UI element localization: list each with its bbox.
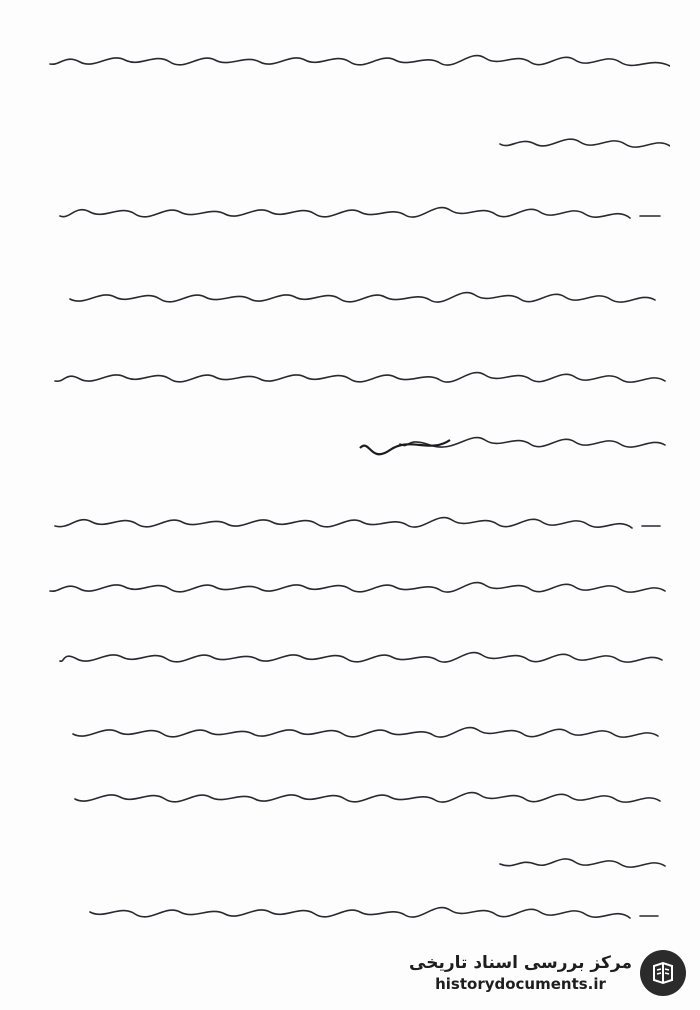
handwritten-line	[30, 850, 670, 880]
watermark-title: مرکز بررسی اسناد تاریخی	[409, 953, 632, 973]
handwritten-line	[30, 510, 670, 540]
archive-watermark	[409, 950, 686, 996]
handwritten-manuscript	[30, 30, 670, 930]
handwritten-line	[30, 285, 670, 315]
watermark-url: historydocuments.ir	[435, 975, 606, 993]
watermark-text	[409, 953, 632, 993]
handwritten-line	[30, 430, 670, 460]
handwritten-line	[30, 200, 670, 230]
handwritten-line	[30, 720, 670, 750]
handwritten-line	[30, 575, 670, 605]
handwritten-line	[30, 130, 670, 160]
handwritten-line	[30, 365, 670, 395]
handwritten-line	[30, 785, 670, 815]
handwritten-line	[30, 900, 670, 930]
handwritten-line	[30, 645, 670, 675]
book-emblem-icon	[640, 950, 686, 996]
handwritten-line	[30, 48, 670, 78]
